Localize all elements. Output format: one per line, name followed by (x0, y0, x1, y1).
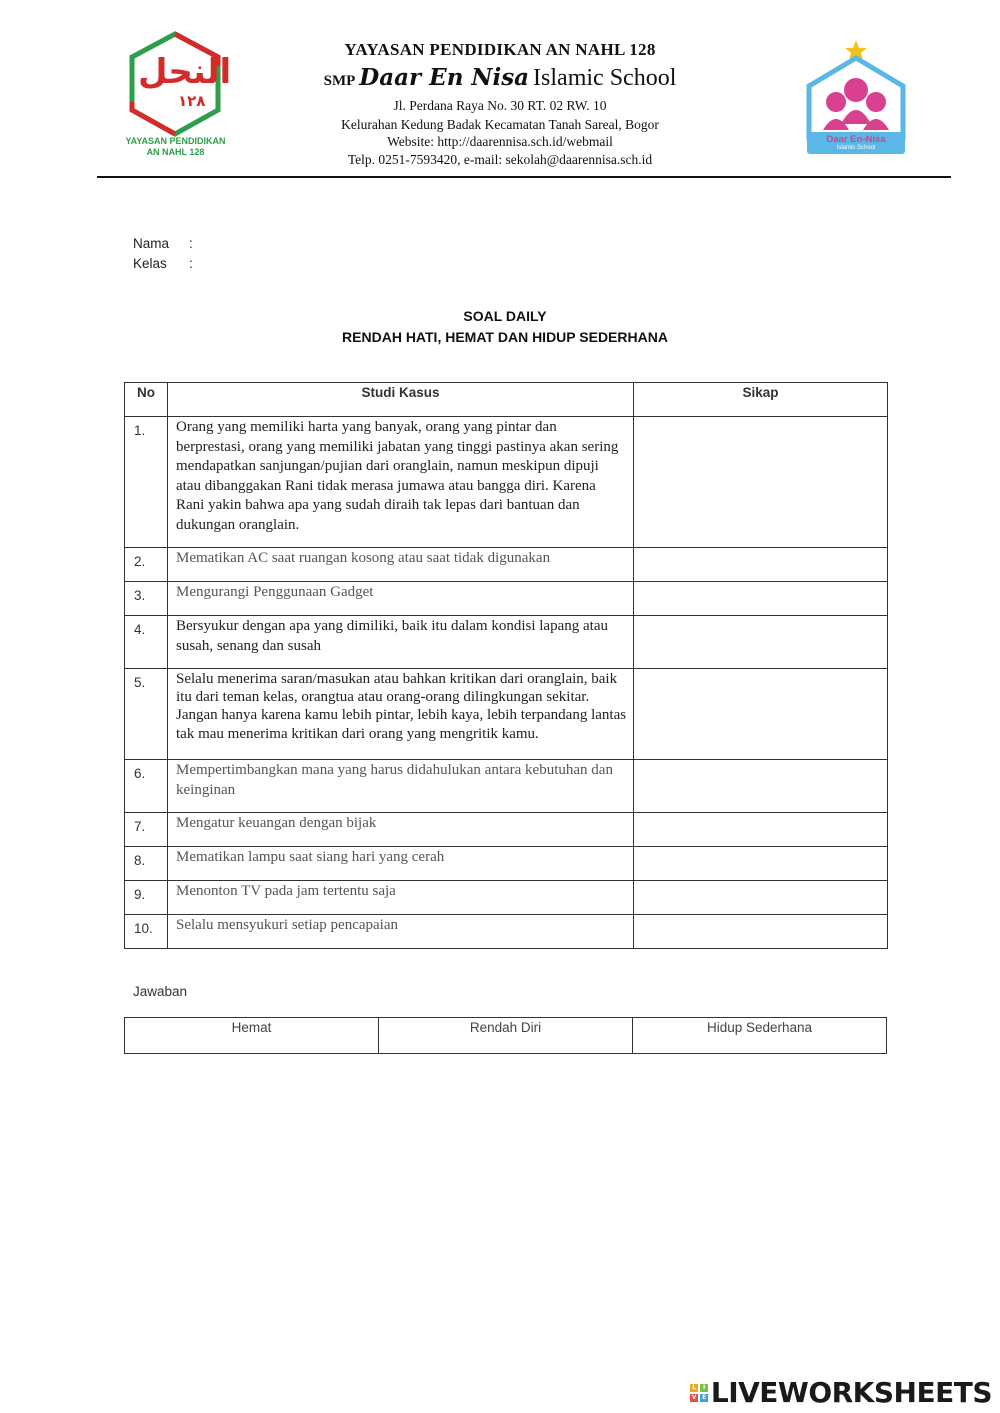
attitude-drop-cell[interactable] (634, 669, 888, 760)
watermark-text: LIVEWORKSHEETS (710, 1376, 992, 1409)
name-row (133, 236, 193, 251)
school-logo (803, 38, 909, 156)
table-row (125, 417, 888, 548)
attitude-drop-cell[interactable] (634, 760, 888, 813)
case-text: Mempertimbangkan mana yang harus didahulukan antara kebutuhan dan keinginan (168, 760, 634, 813)
liveworksheets-watermark (690, 1376, 992, 1409)
case-text: Mematikan AC saat ruangan kosong atau saat tidak digunakan (168, 548, 634, 582)
row-number: 10. (125, 915, 168, 949)
table-row (125, 847, 888, 881)
header-attitude: Sikap (634, 383, 888, 417)
foundation-logo (118, 30, 233, 162)
class-row (133, 256, 193, 271)
table-row (125, 813, 888, 847)
school-script-name: Daar En Nisa (359, 64, 530, 91)
liveworksheets-logo-icon: L I V E (690, 1384, 708, 1402)
answers-label: Jawaban (133, 984, 188, 999)
contact-line: Telp. 0251-7593420, e-mail: sekolah@daarennisa.sch.id (347, 152, 653, 167)
attitude-drop-cell[interactable] (634, 616, 888, 669)
attitude-drop-cell[interactable] (634, 548, 888, 582)
attitude-drop-cell[interactable] (634, 881, 888, 915)
school-suffix: Islamic School (533, 65, 677, 91)
website-line: Website: http://daarennisa.sch.id/webmail (387, 134, 613, 149)
school-name (280, 64, 720, 92)
letterhead-divider (97, 176, 951, 178)
address-line-2: Kelurahan Kedung Badak Kecamatan Tanah Sareal, Bogor (341, 117, 659, 132)
school-logo-name: Daar En-Nisa (826, 134, 886, 145)
attitude-drop-cell[interactable] (634, 417, 888, 548)
attitude-drop-cell[interactable] (634, 582, 888, 616)
row-number: 9. (125, 881, 168, 915)
row-number: 5. (125, 669, 168, 760)
row-number: 7. (125, 813, 168, 847)
class-separator: : (189, 256, 193, 271)
logo-number: ١٢٨ (178, 92, 206, 110)
table-header-row (125, 383, 888, 417)
answer-option-hidup-sederhana[interactable]: Hidup Sederhana (633, 1018, 887, 1054)
address-line-1: Jl. Perdana Raya No. 30 RT. 02 RW. 10 (393, 98, 607, 113)
case-text: Selalu menerima saran/masukan atau bahkan kritikan dari oranglain, baik itu dari teman kelas, orangtua atau orang-orang dilingkungan sekitar. Jangan hanya karena kamu lebih pintar, lebih kaya, lebih terpandang lantas tak mau menerima kritikan dari orang yang mengritik kamu. (168, 669, 634, 760)
table-row (125, 881, 888, 915)
worksheet-title: SOAL DAILY (463, 308, 547, 324)
case-text: Mengurangi Penggunaan Gadget (168, 582, 634, 616)
answer-option-hemat[interactable]: Hemat (125, 1018, 379, 1054)
case-text: Mematikan lampu saat siang hari yang cerah (168, 847, 634, 881)
name-separator: : (189, 236, 193, 251)
table-row (125, 760, 888, 813)
table-row (125, 669, 888, 760)
school-prefix: SMP (323, 73, 356, 89)
answer-option-rendah-diri[interactable]: Rendah Diri (379, 1018, 633, 1054)
case-text: Orang yang memiliki harta yang banyak, orang yang pintar dan berprestasi, orang yang memiliki jabatan yang tinggi pastinya akan sering mendapatkan sanjungan/pujian dari oranglain, namun meskipun dipuji atau dibanggakan Rani tidak merasa jumawa atau bangga diri. Karena Rani yakin bahwa apa yang sudah diraih tak lepas dari bantuan dan dukungan oranglain. (168, 417, 634, 548)
attitude-drop-cell[interactable] (634, 847, 888, 881)
foundation-name: YAYASAN PENDIDIKAN AN NAHL 128 (344, 40, 656, 59)
table-row (125, 582, 888, 616)
answer-options-table (124, 1017, 887, 1054)
table-row (125, 915, 888, 949)
name-label: Nama (133, 236, 170, 251)
table-row (125, 616, 888, 669)
case-text: Bersyukur dengan apa yang dimiliki, baik itu dalam kondisi lapang atau susah, senang dan susah (168, 616, 634, 669)
case-study-table (124, 382, 888, 949)
attitude-drop-cell[interactable] (634, 813, 888, 847)
logo-arabic: النحل (138, 52, 232, 92)
row-number: 2. (125, 548, 168, 582)
case-text: Menonton TV pada jam tertentu saja (168, 881, 634, 915)
logo-caption-2: AN NAHL 128 (146, 147, 205, 157)
row-number: 8. (125, 847, 168, 881)
attitude-drop-cell[interactable] (634, 915, 888, 949)
header-no: No (125, 383, 168, 417)
row-number: 3. (125, 582, 168, 616)
case-text: Selalu mensyukuri setiap pencapaian (168, 915, 634, 949)
row-number: 1. (125, 417, 168, 548)
school-logo-sub: Islamic School (836, 145, 876, 151)
row-number: 6. (125, 760, 168, 813)
table-row (125, 548, 888, 582)
case-text: Mengatur keuangan dengan bijak (168, 813, 634, 847)
class-label: Kelas (133, 256, 167, 271)
worksheet-subtitle: RENDAH HATI, HEMAT DAN HIDUP SEDERHANA (342, 329, 668, 345)
header-case: Studi Kasus (168, 383, 634, 417)
logo-caption-1: YAYASAN PENDIDIKAN (125, 136, 226, 146)
row-number: 4. (125, 616, 168, 669)
